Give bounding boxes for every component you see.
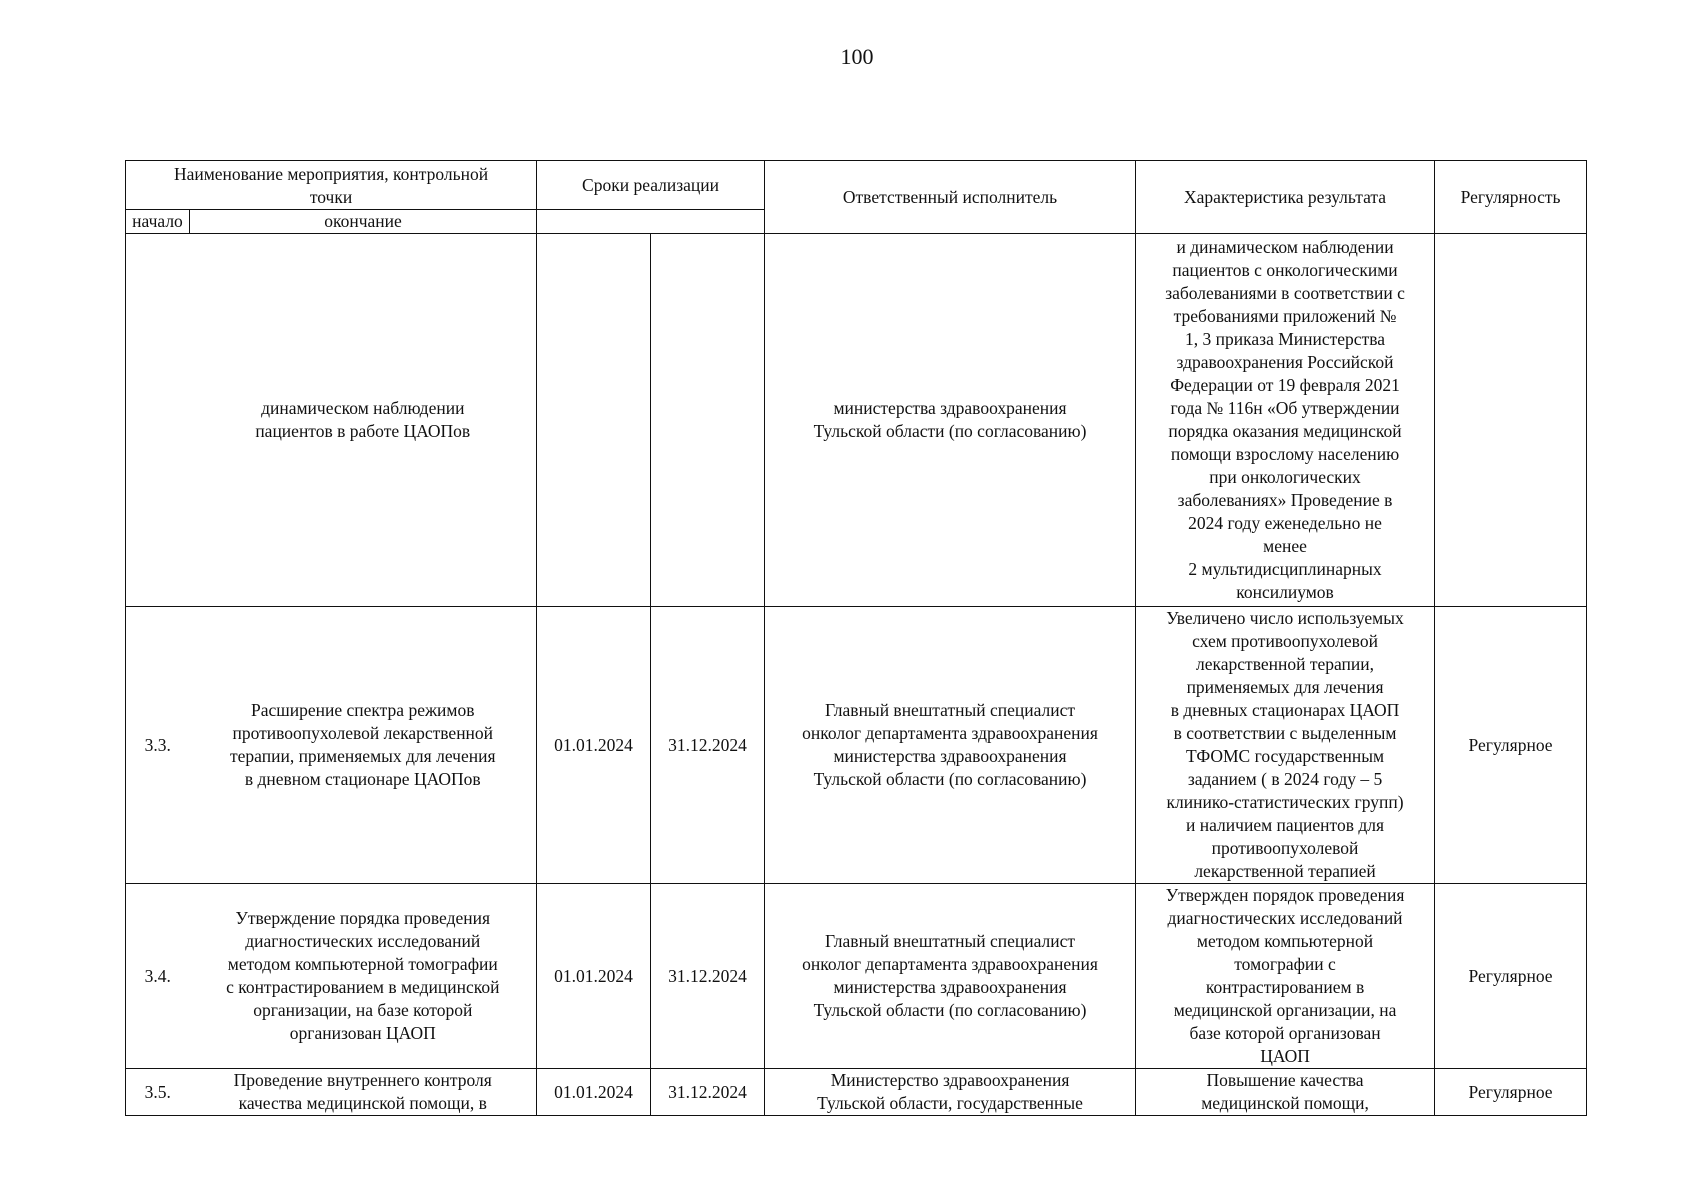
table-row — [126, 884, 1587, 1069]
header-activity-name: Наименование мероприятия, контрольной точки — [126, 161, 537, 210]
result-description: Утвержден порядок проведения диагностических исследований методом компьютерной томографии с контрастированием в медицинской организации, на базе которой организован ЦАОП — [1136, 884, 1435, 1069]
end-date: 31.12.2024 — [651, 607, 765, 884]
regularity: Регулярное — [1435, 884, 1587, 1069]
executor: Главный внештатный специалист онколог департамента здравоохранения министерства здравоохранения Тульской области (по согласованию) — [765, 884, 1136, 1069]
activity-name: Проведение внутреннего контроля качества медицинской помощи, в — [190, 1069, 537, 1116]
end-date: 31.12.2024 — [651, 884, 765, 1069]
result-description: Повышение качества медицинской помощи, — [1136, 1069, 1435, 1116]
activity-name: Расширение спектра режимов противоопухолевой лекарственной терапии, применяемых для лечения в дневном стационаре ЦАОПов — [190, 607, 537, 884]
row-number: 3.4. — [126, 884, 190, 1069]
activity-name: Утверждение порядка проведения диагностических исследований методом компьютерной томографии с контрастированием в медицинской организации, на базе которой организован ЦАОП — [190, 884, 537, 1069]
header-regularity: Регулярность — [1435, 161, 1587, 234]
row-number — [126, 234, 190, 607]
start-date: 01.01.2024 — [537, 1069, 651, 1116]
activity-plan-table — [125, 160, 1587, 1116]
executor: Министерство здравоохранения Тульской области, государственные — [765, 1069, 1136, 1116]
table-row — [126, 607, 1587, 884]
page-number: 100 — [840, 44, 874, 69]
regularity — [1435, 234, 1587, 607]
executor: Главный внештатный специалист онколог департамента здравоохранения министерства здравоохранения Тульской области (по согласованию) — [765, 607, 1136, 884]
result-description: Увеличено число используемых схем противоопухолевой лекарственной терапии, применяемых для лечения в дневных стационарах ЦАОП в соответствии с выделенным ТФОМС государственным заданием ( в 2024 году – 5 клинико-статистических групп) и наличием пациентов для противоопухолевой лекарственной терапией — [1136, 607, 1435, 884]
start-date: 01.01.2024 — [537, 607, 651, 884]
table-row — [126, 1069, 1587, 1116]
header-terms: Сроки реализации — [537, 161, 765, 210]
activity-name: динамическом наблюдении пациентов в работе ЦАОПов — [190, 234, 537, 607]
regularity: Регулярное — [1435, 1069, 1587, 1116]
start-date: 01.01.2024 — [537, 884, 651, 1069]
header-row-1 — [126, 161, 1587, 210]
row-number: 3.5. — [126, 1069, 190, 1116]
result-description: и динамическом наблюдении пациентов с онкологическими заболеваниями в соответствии с требованиями приложений № 1, 3 приказа Министерства здравоохранения Российской Федерации от 19 февраля 2021 года № 116н «Об утверждении порядка оказания медицинской помощи взрослому населению при онкологических заболеваниях» Проведение в 2024 году еженедельно не менее 2 мультидисциплинарных консилиумов — [1136, 234, 1435, 607]
end-date — [651, 234, 765, 607]
row-number: 3.3. — [126, 607, 190, 884]
header-executor: Ответственный исполнитель — [765, 161, 1136, 234]
header-start: начало — [126, 210, 190, 234]
executor: министерства здравоохранения Тульской области (по согласованию) — [765, 234, 1136, 607]
regularity: Регулярное — [1435, 607, 1587, 884]
header-end: окончание — [190, 210, 537, 234]
header-result: Характеристика результата — [1136, 161, 1435, 234]
end-date: 31.12.2024 — [651, 1069, 765, 1116]
start-date — [537, 234, 651, 607]
table-row — [126, 234, 1587, 607]
